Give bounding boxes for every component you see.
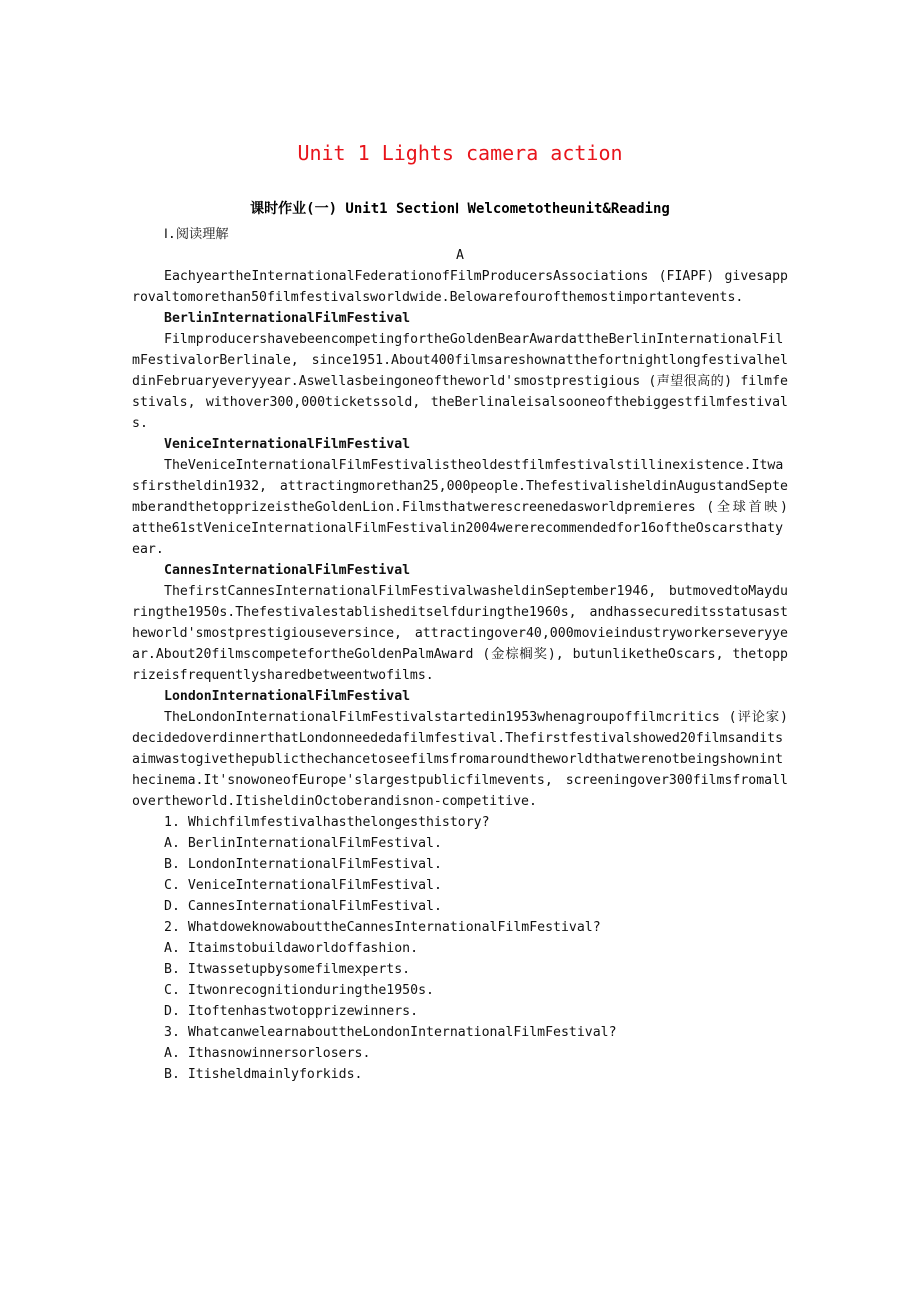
question-stem: 2. WhatdoweknowabouttheCannesInternationalFilmFestival? bbox=[164, 920, 601, 935]
question-option: C. Itwonrecognitionduringthe1950s. bbox=[164, 983, 434, 998]
question-option: A. BerlinInternationalFilmFestival. bbox=[164, 836, 442, 851]
question-option: B. LondonInternationalFilmFestival. bbox=[164, 857, 442, 872]
passage-letter: A bbox=[456, 248, 464, 263]
festival-heading: LondonInternationalFilmFestival bbox=[164, 689, 411, 704]
question-option: D. Itoftenhastwotopprizewinners. bbox=[164, 1004, 419, 1019]
question-option: A. Itaimstobuildaworldoffashion. bbox=[164, 941, 419, 956]
festival-heading: VeniceInternationalFilmFestival bbox=[164, 437, 411, 452]
festival-paragraph: FilmproducershavebeencompetingfortheGoldenBearAwardattheBerlinInternationalFilmFestivalorBerlinale, since1951.About400filmsareshownatthefortnightlongfestivalheldinFebruaryeveryyear.Aswellasbeingoneoftheworld'smostprestigious (声望很高的) filmfestivals, withover300,000ticketssold, theBerlinaleisalsooneofthebiggestfilmfestivals. bbox=[132, 332, 788, 431]
intro-paragraph: EachyeartheInternationalFederationofFilmProducersAssociations (FIAPF) givesapprovaltomorethan50filmfestivalsworldwide.Belowarefourofthemostimportantevents. bbox=[132, 269, 788, 305]
document-body bbox=[132, 224, 788, 1085]
question-option: C. VeniceInternationalFilmFestival. bbox=[164, 878, 442, 893]
question-stem: 1. Whichfilmfestivalhasthelongesthistory? bbox=[164, 815, 490, 830]
question-option: B. Itisheldmainlyforkids. bbox=[164, 1067, 363, 1082]
festival-heading: CannesInternationalFilmFestival bbox=[164, 563, 411, 578]
question-option: D. CannesInternationalFilmFestival. bbox=[164, 899, 442, 914]
festival-paragraph: ThefirstCannesInternationalFilmFestivalwasheldinSeptember1946, butmovedtoMayduringthe1950s.Thefestivalestablisheditselfduringthe1960s, andhassecureditsstatusastheworld'smostprestigiouseversince, attractingover40,000movieindustryworkerseveryyear.About20filmscompetefortheGoldenPalmAward (金棕榈奖), butunliketheOscars, thetopprizeisfrequentlysharedbetweentwofilms. bbox=[132, 584, 788, 683]
question-option: A. Ithasnowinnersorlosers. bbox=[164, 1046, 371, 1061]
section-label: Ⅰ.阅读理解 bbox=[164, 227, 229, 242]
page-subtitle: 课时作业(一) Unit1 SectionⅠ Welcometotheunit&Reading bbox=[250, 201, 670, 217]
question-option: B. Itwassetupbysomefilmexperts. bbox=[164, 962, 411, 977]
question-stem: 3. WhatcanwelearnabouttheLondonInternationalFilmFestival? bbox=[164, 1025, 617, 1040]
festival-paragraph: TheLondonInternationalFilmFestivalstartedin1953whenagroupoffilmcritics (评论家) decidedoverdinnerthatLondonneededafilmfestival.Thefirstfestivalshowed20filmsanditsaimwastogivethepublicthechancetoseefilmsfromaroundtheworldthatwerenotbeingshowninthecinema.It'snowoneofEurope'slargestpublicfilmevents, screeningover300filmsfromallovertheworld.ItisheldinOctoberandisnon-competitive. bbox=[132, 710, 788, 809]
festival-heading: BerlinInternationalFilmFestival bbox=[164, 311, 411, 326]
page-title: Unit 1 Lights camera action bbox=[297, 141, 623, 165]
festival-paragraph: TheVeniceInternationalFilmFestivalistheoldestfilmfestivalstillinexistence.Itwasfirstheldin1932, attractingmorethan25,000people.ThefestivalisheldinAugustandSeptemberandthetopprizeistheGoldenLion.Filmsthatwerescreenedasworldpremieres (全球首映) atthe61stVeniceInternationalFilmFestivalin2004wererecommendedfor16oftheOscarsthatyear. bbox=[132, 458, 788, 557]
